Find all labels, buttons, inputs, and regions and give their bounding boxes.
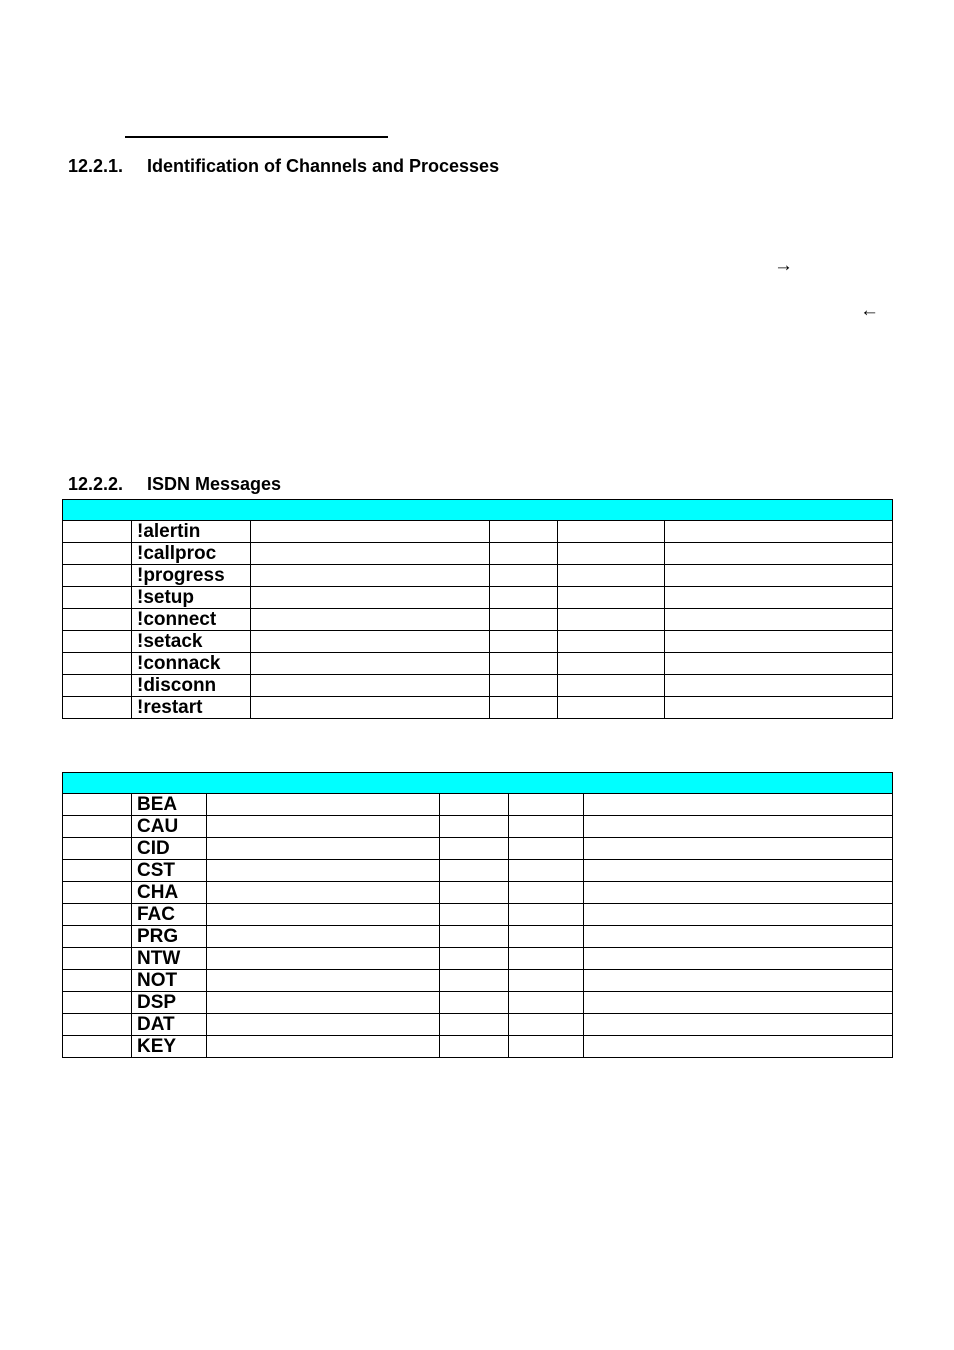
arrow-left-icon: ← <box>860 300 879 321</box>
empty-cell <box>63 816 132 838</box>
empty-cell <box>207 882 440 904</box>
empty-cell <box>63 675 132 697</box>
empty-cell <box>207 926 440 948</box>
empty-cell <box>251 631 490 653</box>
empty-cell <box>251 609 490 631</box>
isdn-messages-table <box>62 499 893 719</box>
empty-cell <box>63 794 132 816</box>
empty-cell <box>490 609 558 631</box>
empty-cell <box>207 1036 440 1058</box>
table-header-band <box>63 773 893 794</box>
empty-cell <box>584 1036 893 1058</box>
empty-cell <box>509 882 584 904</box>
empty-cell <box>440 860 509 882</box>
row-code-cell: !setup <box>132 587 251 609</box>
table-row <box>63 970 893 992</box>
empty-cell <box>63 926 132 948</box>
table-row <box>63 838 893 860</box>
table-row <box>63 543 893 565</box>
empty-cell <box>665 587 893 609</box>
empty-cell <box>584 948 893 970</box>
empty-cell <box>251 587 490 609</box>
empty-cell <box>665 565 893 587</box>
table-row <box>63 565 893 587</box>
empty-cell <box>440 816 509 838</box>
section-number: 12.2.2. <box>68 474 124 494</box>
empty-cell <box>490 653 558 675</box>
empty-cell <box>665 521 893 543</box>
table-row <box>63 992 893 1014</box>
row-code-cell: !alertin <box>132 521 251 543</box>
section-top-rule <box>125 136 388 138</box>
empty-cell <box>665 653 893 675</box>
table-row <box>63 675 893 697</box>
section-title: Identification of Channels and Processes <box>147 156 500 176</box>
empty-cell <box>558 609 665 631</box>
empty-cell <box>440 1014 509 1036</box>
information-elements-table <box>62 772 893 1058</box>
empty-cell <box>665 543 893 565</box>
empty-cell <box>558 675 665 697</box>
empty-cell <box>665 631 893 653</box>
empty-cell <box>251 697 490 719</box>
table-row <box>63 882 893 904</box>
empty-cell <box>509 838 584 860</box>
empty-cell <box>63 543 132 565</box>
empty-cell <box>490 587 558 609</box>
section-heading-isdn-messages <box>68 474 281 495</box>
section-heading-channels <box>68 156 499 177</box>
empty-cell <box>440 948 509 970</box>
row-code-cell: !connect <box>132 609 251 631</box>
row-code-cell: FAC <box>132 904 207 926</box>
empty-cell <box>440 838 509 860</box>
empty-cell <box>558 587 665 609</box>
empty-cell <box>509 970 584 992</box>
empty-cell <box>207 794 440 816</box>
empty-cell <box>490 631 558 653</box>
row-code-cell: KEY <box>132 1036 207 1058</box>
row-code-cell: DAT <box>132 1014 207 1036</box>
empty-cell <box>63 1036 132 1058</box>
empty-cell <box>207 904 440 926</box>
empty-cell <box>558 653 665 675</box>
empty-cell <box>490 697 558 719</box>
empty-cell <box>251 521 490 543</box>
header-band-cell <box>63 773 893 794</box>
table-row <box>63 653 893 675</box>
empty-cell <box>440 794 509 816</box>
empty-cell <box>509 1036 584 1058</box>
empty-cell <box>584 794 893 816</box>
empty-cell <box>584 860 893 882</box>
empty-cell <box>584 992 893 1014</box>
row-code-cell: CST <box>132 860 207 882</box>
table-row <box>63 816 893 838</box>
empty-cell <box>490 675 558 697</box>
empty-cell <box>665 675 893 697</box>
table-row <box>63 948 893 970</box>
empty-cell <box>584 970 893 992</box>
empty-cell <box>440 992 509 1014</box>
empty-cell <box>63 609 132 631</box>
row-code-cell: !callproc <box>132 543 251 565</box>
empty-cell <box>251 543 490 565</box>
row-code-cell: CHA <box>132 882 207 904</box>
empty-cell <box>509 926 584 948</box>
empty-cell <box>509 860 584 882</box>
empty-cell <box>584 838 893 860</box>
row-code-cell: !progress <box>132 565 251 587</box>
table-row <box>63 609 893 631</box>
row-code-cell: BEA <box>132 794 207 816</box>
empty-cell <box>251 565 490 587</box>
empty-cell <box>63 565 132 587</box>
empty-cell <box>558 697 665 719</box>
empty-cell <box>584 904 893 926</box>
empty-cell <box>509 904 584 926</box>
empty-cell <box>584 882 893 904</box>
table-row <box>63 1014 893 1036</box>
empty-cell <box>207 948 440 970</box>
empty-cell <box>440 926 509 948</box>
row-code-cell: !setack <box>132 631 251 653</box>
empty-cell <box>63 882 132 904</box>
empty-cell <box>63 631 132 653</box>
table-header-band <box>63 500 893 521</box>
section-title: ISDN Messages <box>147 474 282 494</box>
empty-cell <box>63 1014 132 1036</box>
row-code-cell: !connack <box>132 653 251 675</box>
empty-cell <box>63 838 132 860</box>
empty-cell <box>440 970 509 992</box>
table-row <box>63 1036 893 1058</box>
empty-cell <box>207 816 440 838</box>
empty-cell <box>63 697 132 719</box>
empty-cell <box>63 521 132 543</box>
empty-cell <box>558 543 665 565</box>
arrow-right-icon: → <box>774 255 793 276</box>
empty-cell <box>207 1014 440 1036</box>
empty-cell <box>440 882 509 904</box>
empty-cell <box>665 697 893 719</box>
empty-cell <box>63 948 132 970</box>
table-row <box>63 631 893 653</box>
empty-cell <box>509 1014 584 1036</box>
table-row <box>63 521 893 543</box>
table-row <box>63 697 893 719</box>
empty-cell <box>251 653 490 675</box>
row-code-cell: PRG <box>132 926 207 948</box>
empty-cell <box>584 926 893 948</box>
table-row <box>63 860 893 882</box>
row-code-cell: !restart <box>132 697 251 719</box>
empty-cell <box>63 904 132 926</box>
empty-cell <box>251 675 490 697</box>
empty-cell <box>63 970 132 992</box>
empty-cell <box>490 543 558 565</box>
table-row <box>63 904 893 926</box>
empty-cell <box>63 992 132 1014</box>
empty-cell <box>558 521 665 543</box>
empty-cell <box>490 565 558 587</box>
section-number: 12.2.1. <box>68 156 124 176</box>
empty-cell <box>584 816 893 838</box>
table-row <box>63 926 893 948</box>
row-code-cell: NTW <box>132 948 207 970</box>
empty-cell <box>207 860 440 882</box>
empty-cell <box>440 904 509 926</box>
empty-cell <box>665 609 893 631</box>
empty-cell <box>509 794 584 816</box>
empty-cell <box>207 992 440 1014</box>
empty-cell <box>558 631 665 653</box>
row-code-cell: CID <box>132 838 207 860</box>
row-code-cell: CAU <box>132 816 207 838</box>
empty-cell <box>509 816 584 838</box>
empty-cell <box>440 1036 509 1058</box>
table-row <box>63 794 893 816</box>
row-code-cell: NOT <box>132 970 207 992</box>
empty-cell <box>558 565 665 587</box>
header-band-cell <box>63 500 893 521</box>
empty-cell <box>509 948 584 970</box>
empty-cell <box>490 521 558 543</box>
table-row <box>63 587 893 609</box>
row-code-cell: DSP <box>132 992 207 1014</box>
row-code-cell: !disconn <box>132 675 251 697</box>
empty-cell <box>63 860 132 882</box>
empty-cell <box>63 653 132 675</box>
empty-cell <box>584 1014 893 1036</box>
empty-cell <box>63 587 132 609</box>
empty-cell <box>207 838 440 860</box>
empty-cell <box>509 992 584 1014</box>
empty-cell <box>207 970 440 992</box>
